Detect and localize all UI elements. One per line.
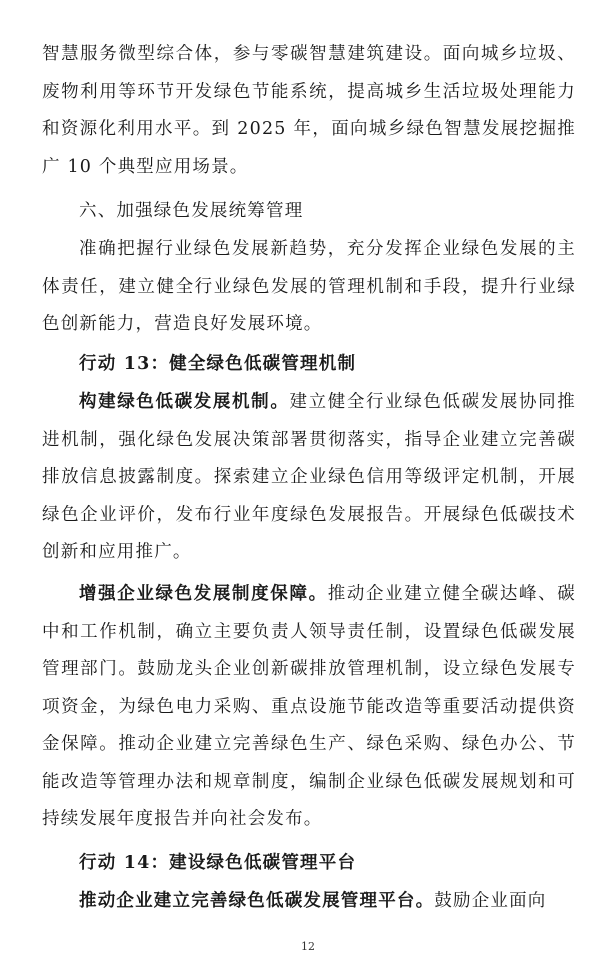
paragraph-intro bbox=[42, 231, 576, 344]
paragraph-guarantee bbox=[42, 576, 576, 839]
paragraph-lead: 推动企业建立完善绿色低碳发展管理平台。 bbox=[79, 891, 435, 911]
paragraph-text: 鼓励企业面向 bbox=[434, 891, 547, 911]
paragraph-text: 推动企业建立健全碳达峰、碳中和工作机制，确立主要负责人领导责任制，设置绿色低碳发展管理部门。鼓励龙头企业创新碳排放管理机制，设立绿色发展专项资金，为绿色电力采购、重点设施节能改造等重要活动提供资金保障。推动企业建立完善绿色生产、绿色采购、绿色办公、节能改造等管理办法和规章制度，编制企业绿色低碳发展规划和可持续发展年度报告并向社会发布。 bbox=[42, 584, 576, 829]
action-heading-text: 行动 13：健全绿色低碳管理机制 bbox=[79, 354, 357, 374]
action-heading-14 bbox=[42, 845, 576, 883]
action-heading-text: 行动 14：建设绿色低碳管理平台 bbox=[79, 853, 357, 873]
section-heading bbox=[42, 193, 576, 231]
paragraph-lead: 构建绿色低碳发展机制。 bbox=[79, 392, 290, 412]
paragraph-text: 建立健全行业绿色低碳发展协同推进机制，强化绿色发展决策部署贯彻落实，指导企业建立完善碳排放信息披露制度。探索建立企业绿色信用等级评定机制，开展绿色企业评价，发布行业年度绿色发展报告。开展绿色低碳技术创新和应用推广。 bbox=[42, 392, 576, 562]
paragraph-platform bbox=[42, 883, 576, 921]
paragraph-mechanism bbox=[42, 384, 576, 572]
paragraph-text: 智慧服务微型综合体，参与零碳智慧建筑建设。面向城乡垃圾、废物利用等环节开发绿色节能系统，提高城乡生活垃圾处理能力和资源化利用水平。到 2025 年，面向城乡绿色智慧发展挖掘推广 10 个典型应用场景。 bbox=[42, 44, 576, 177]
paragraph-lead: 增强企业绿色发展制度保障。 bbox=[79, 584, 328, 604]
paragraph-continuation bbox=[42, 36, 576, 186]
page-number: 12 bbox=[301, 940, 315, 953]
section-heading-text: 六、加强绿色发展统筹管理 bbox=[79, 201, 304, 221]
action-heading-13 bbox=[42, 346, 576, 384]
paragraph-text: 准确把握行业绿色发展新趋势，充分发挥企业绿色发展的主体责任，建立健全行业绿色发展的管理机制和手段，提升行业绿色创新能力，营造良好发展环境。 bbox=[42, 239, 576, 334]
